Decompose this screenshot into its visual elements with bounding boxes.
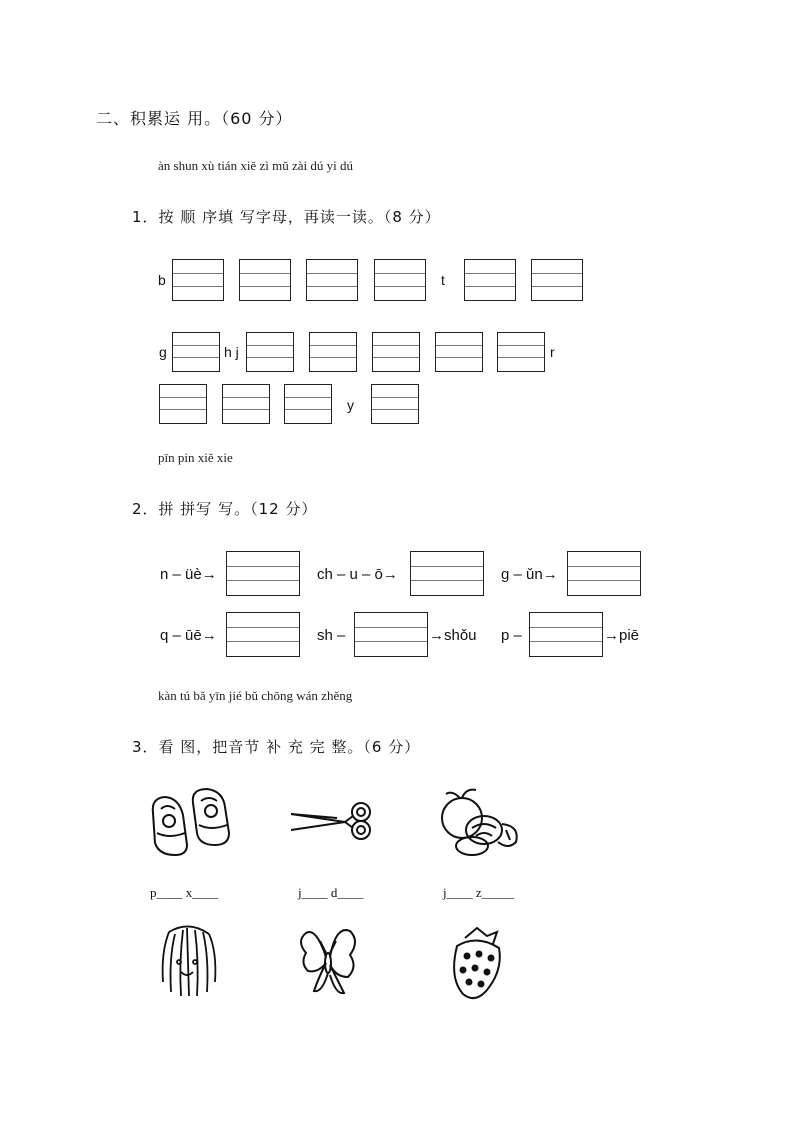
letter-b: b [158, 272, 166, 288]
q3-pinyin: kàn tú bǎ yīn jié bǔ chōng wán zhěng [158, 688, 353, 703]
letter-box[interactable] [372, 332, 420, 372]
spell-item: →shǒu [429, 627, 477, 644]
spell-item: g – ǔn→ [501, 566, 558, 583]
willow-icon [155, 922, 223, 1000]
q2-pinyin: pīn pin xiě xie [158, 450, 233, 465]
oranges-icon [432, 784, 524, 860]
letter-box[interactable] [464, 259, 516, 301]
q3-title: 3．看 图，把音节 补 充 完 整。（6 分） [132, 738, 421, 756]
butterfly-icon [296, 923, 360, 999]
letter-r: r [550, 344, 555, 360]
letter-box[interactable] [497, 332, 545, 372]
letter-box[interactable] [374, 259, 426, 301]
spell-box[interactable] [529, 612, 603, 657]
section-title: 二、积累运 用。（60 分） [96, 109, 293, 128]
shoes-icon [145, 783, 240, 861]
fill-blank[interactable]: j____ z_____ [443, 885, 515, 900]
fill-blank[interactable]: p____ x____ [150, 885, 219, 900]
spell-item: p – [501, 627, 522, 644]
spell-box[interactable] [567, 551, 641, 596]
spell-box[interactable] [354, 612, 428, 657]
letter-t: t [441, 272, 445, 288]
letter-box[interactable] [239, 259, 291, 301]
spell-item: ch – u – ō→ [317, 566, 398, 583]
q1-title: 1．按 顺 序填 写字母，再读一读。（8 分） [132, 208, 441, 226]
spell-item: q – ūē→ [160, 627, 217, 644]
letter-box[interactable] [172, 259, 224, 301]
spell-item: →piē [604, 627, 640, 644]
q2-title: 2．拼 拼写 写。（12 分） [132, 500, 318, 518]
letter-box[interactable] [306, 259, 358, 301]
letter-y: y [347, 397, 354, 413]
letter-h-j: h j [224, 344, 239, 360]
letter-g: g [159, 344, 167, 360]
q1-pinyin: àn shun xù tián xiě zì mǔ zài dú yi dú [158, 158, 353, 173]
letter-box[interactable] [371, 384, 419, 424]
scissors-icon [287, 800, 377, 840]
letter-box[interactable] [222, 384, 270, 424]
letter-box[interactable] [435, 332, 483, 372]
spell-box[interactable] [226, 551, 300, 596]
spell-box[interactable] [410, 551, 484, 596]
letter-box[interactable] [531, 259, 583, 301]
letter-box[interactable] [159, 384, 207, 424]
letter-box[interactable] [284, 384, 332, 424]
fill-blank[interactable]: j____ d____ [298, 885, 364, 900]
spell-box[interactable] [226, 612, 300, 657]
spell-item: n – üè→ [160, 566, 217, 583]
strawberry-icon [447, 926, 505, 1004]
letter-box[interactable] [246, 332, 294, 372]
letter-box[interactable] [172, 332, 220, 372]
letter-box[interactable] [309, 332, 357, 372]
spell-item: sh – [317, 627, 346, 644]
